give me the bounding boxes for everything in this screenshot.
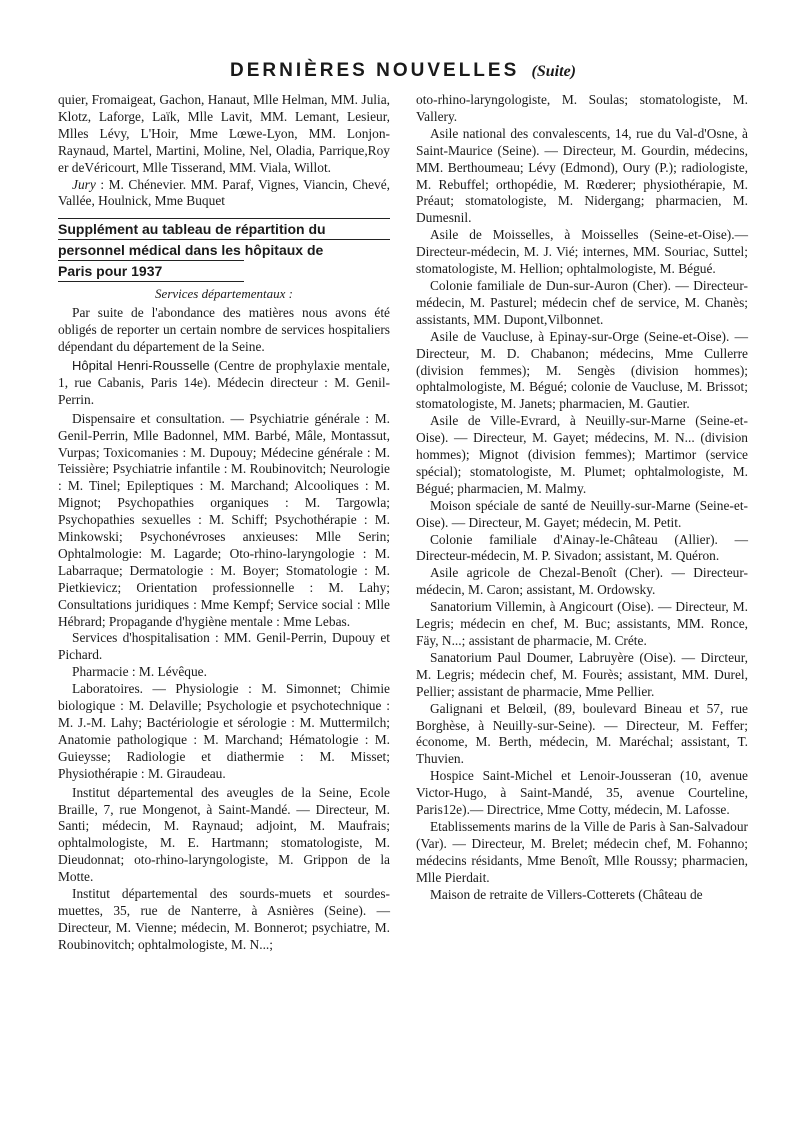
section-title-line-3: Paris pour 1937 (58, 260, 244, 282)
evrard-paragraph: Asile de Ville-Evrard, à Neuilly-sur-Marne (Seine-et-Oise). — Directeur, M. Gayet; médecins, M. N... (division hommes); Mignot (division femmes); Martimor (service spécial); stomatologiste, M. Plumet; ophtalmologiste, M. Bégué; pharmacien, M. Malmy. (416, 413, 748, 496)
laboratoires-paragraph: Laboratoires. — Physiologie : M. Simonnet; Chimie biologique : M. Delaville; Psychologie et psychotechnique : M. J.-M. Lahy; Bactériologie et sérologie : M. Muttermilch; Anatomie pathologique : M. Marchand; Hématologie : M. Guieysse; Radiologie et diathermie : M. Misset; Physiothérapie : M. Giraudeau. (58, 681, 390, 781)
intro-paragraph: Par suite de l'abondance des matières nous avons été obligés de reporter un certain nombre de services hospitaliers dépendant du département de la Seine. (58, 305, 390, 355)
doumer-paragraph: Sanatorium Paul Doumer, Labruyère (Oise). — Dircteur, M. Legris; médecin chef, M. Fourès; assistant, MM. Durel, Pellier; assistant de pharmacie, Mme Pellier. (416, 649, 748, 699)
hopital-text: (Centre de prophylaxie mentale, 1, rue Cabanis, Paris 14e). Médecin directeur : M. Genil-Perrin. (58, 357, 390, 407)
pharmacie-paragraph: Pharmacie : M. Lévêque. (72, 664, 207, 680)
galignani-paragraph: Galignani et Belœil, (89, boulevard Bineau et 57, rue Borghèse, à Neuilly-sur-Seine). — Directeur, M. Feffer; économe, M. Berth, médecin, M. Maréchal; assistant, T. Thuvien. (416, 700, 748, 767)
chezal-paragraph: Asile agricole de Chezal-Benoît (Cher). — Directeur-médecin, M. Caron; assistant, M. Ordowsky. (416, 565, 748, 598)
left-column (58, 92, 390, 954)
continuation-paragraph: oto-rhino-laryngologiste, M. Soulas; stomatologiste, M. Vallery. (416, 92, 748, 124)
names-paragraph: quier, Fromaigeat, Gachon, Hanaut, Mlle Helman, MM. Julia, Klotz, Laforge, Laïk, Mlle Lavit, MM. Lemant, Lesieur, Mlles Lévy, L'Hoir, Mme Lœwe-Lyon, MM. Lonjon-Raynaud, Martel, Martini, Moline, Nel, Oladia, Parrique,Roy er deVéricourt, Mlle Tisserand, MM. Viala, Willot. (58, 92, 390, 175)
jury-label: Jury (72, 176, 96, 192)
section-title-line-2: personnel médical dans les hôpitaux de (58, 239, 390, 260)
jury-paragraph (58, 177, 390, 211)
header-suite: (Suite) (531, 63, 576, 80)
hopital-paragraph (58, 358, 390, 409)
running-head (58, 60, 748, 82)
villemin-paragraph: Sanatorium Villemin, à Angicourt (Oise). — Directeur, M. Legris; médecin en chef, M. Buc; assistants, MM. Ronce, Fäy, N...; assistant de pharmacie, M. Créte. (416, 599, 748, 648)
columns (58, 92, 748, 954)
hopital-name: Hôpital Henri-Rousselle (72, 357, 210, 373)
villers-paragraph: Maison de retraite de Villers-Cotterets (Château de (430, 886, 703, 902)
neuilly-paragraph: Moison spéciale de santé de Neuilly-sur-Marne (Seine-et-Oise). — Directeur, M. Gayet; médecin, M. Petit. (416, 497, 748, 530)
aveugles-paragraph: Institut départemental des aveugles de la Seine, Ecole Braille, 7, rue Mongenot, à Saint-Mandé. — Directeur, M. Santi; médecin, M. Raynaud; adjoint, M. Maufrais; ophtalmologiste, M. E. Hartmann; stomatologiste, M. Dieudonnat; oto-rhino-laryngologiste, M. Grippon de la Motte. (58, 784, 390, 885)
sourds-paragraph: Institut départemental des sourds-muets et sourdes-muettes, 35, rue de Nanterre, à Asnières (Seine). — Directeur, M. Vienne; médecin, M. Bonnerot; psychiatre, M. Roubinovitch; ophtalmologiste, M. N...; (58, 886, 390, 952)
hospitalisation-paragraph: Services d'hospitalisation : MM. Genil-Perrin, Dupouy et Pichard. (58, 630, 390, 663)
header-title: DERNIÈRES NOUVELLES (230, 60, 520, 81)
jury-text: : M. Chénevier. MM. Paraf, Vignes, Viancin, Chevé, Vallée, Houlnick, Mme Buquet (58, 176, 390, 209)
dun-paragraph: Colonie familiale de Dun-sur-Auron (Cher). — Directeur-médecin, M. Pasturel; médecin chef de service, M. Chanès; assistants, MM. Dupont,Vilbonnet. (416, 277, 748, 327)
section-title (58, 218, 390, 282)
marins-paragraph: Etablissements marins de la Ville de Paris à San-Salvadour (Var). — Directeur, M. Brelet; médecin chef, M. Fohanno; médecins résidants, Mme Benoît, Mlle Roussy; pharmacien, Mlle Pierdait. (416, 818, 748, 885)
moisselles-paragraph: Asile de Moisselles, à Moisselles (Seine-et-Oise).— Directeur-médecin, M. J. Vié; internes, MM. Souriac, Suttel; stomatologiste, M. Hellion; ophtalmologiste, M. Bégué. (416, 227, 748, 277)
ainay-paragraph: Colonie familiale d'Ainay-le-Château (Allier). — Directeur-médecin, M. P. Sivadon; assistant, M. Quéron. (416, 531, 748, 564)
dispensaire-paragraph: Dispensaire et consultation. — Psychiatrie générale : M. Genil-Perrin, Mlle Badonnel, MM. Barbé, Mâle, Montassut, Vurpas; Toxicomanies : M. Dupouy; Médecine générale : M. Teissière; Psychiatrie infantile : M. Roubinovitch; Neurologie : M. Tinel; Epileptiques : M. Marchand; Alcooliques : M. Mignot; Psychopathies organiques : M. Targowla; Psychopathies sexuelles : M. Schiff; Psychothérapie : M. Minkowski; Psychonévroses anxieuses: Mlle Serin; Ophtalmologie: M. Lagarde; Oto-rhino-laryngologie : M. Labarraque; Dermatologie : M. Boyer; Stomatologie : M. Pietkievicz; Orientation professionnelle : M. Lahy; Consultations juridiques : Mme Kempf; Service social : Mlle Hébrard; Propagande d'hygiène mentale : Mme Lebas. (58, 410, 390, 629)
section-title-line-1: Supplément au tableau de répartition du (58, 218, 390, 239)
services-departementaux-heading: Services départementaux : (155, 286, 293, 302)
right-column (416, 92, 748, 954)
vaucluse-paragraph: Asile de Vaucluse, à Epinay-sur-Orge (Seine-et-Oise). — Directeur, M. D. Chabanon; médecins, Mme Cullerre (division femmes); M. Sengès (division hommes); ophtalmologiste, M. Bégué; colonie de Vaucluse, M. Brissot; stomatologiste, M. Janets; pharmacien, M. Gautier. (416, 328, 748, 412)
saint-michel-paragraph: Hospice Saint-Michel et Lenoir-Jousseran (10, avenue Victor-Hugo, à Saint-Mandé, 35, avenue Courteline, Paris12e).— Directrice, Mme Cotty, médecin, M. Lafosse. (416, 768, 748, 818)
convalescents-paragraph: Asile national des convalescents, 14, rue du Val-d'Osne, à Saint-Maurice (Seine). — Directeur, M. Gourdin, médecins, MM. Berthoumeau; Lévy (Edmond), Oury (P.); radiologiste, M. Rebuffel; orthopédie, M. Rœderer; physiothérapie, M. Préaut; stomatologiste, M. Nidergang; pharmacien, M. Dumesnil. (416, 125, 748, 226)
